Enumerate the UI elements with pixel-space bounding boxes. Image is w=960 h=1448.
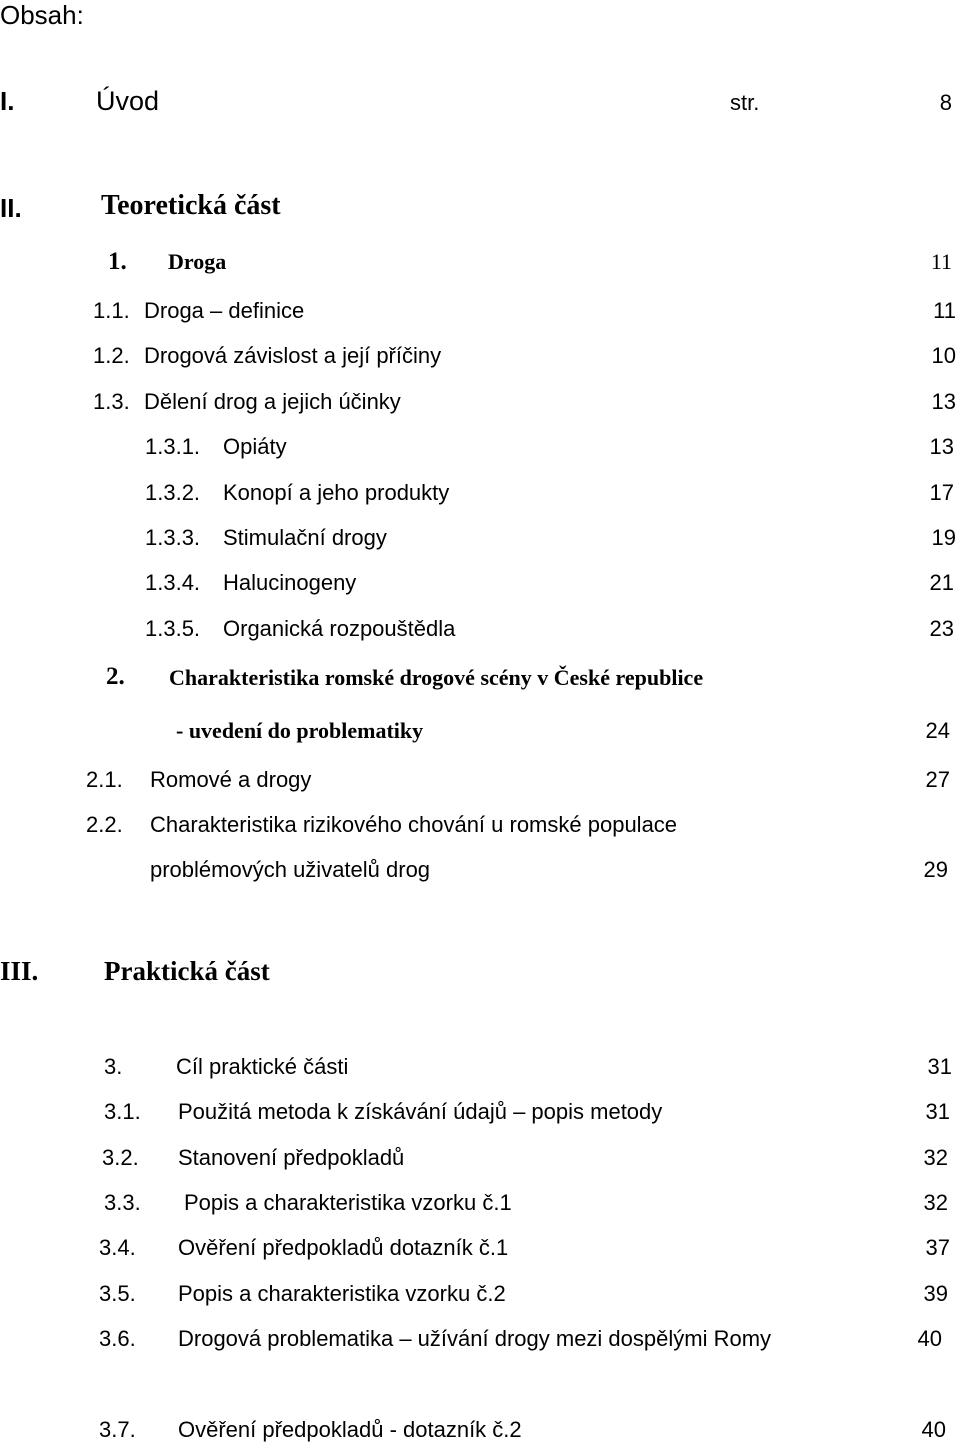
toc-entry-page: 37	[925, 1235, 950, 1260]
toc-entry-title: Opiáty	[223, 434, 287, 459]
toc-entry-number: 3.3.	[104, 1190, 141, 1215]
toc-entry-number: 1.1.	[93, 298, 130, 323]
toc-entry-title: Charakteristika rizikového chování u romské populace	[150, 812, 678, 837]
toc-entry-title: Dělení drog a jejich účinky	[144, 389, 401, 414]
toc-entry-page: 39	[923, 1281, 948, 1306]
toc-entry-title: Použitá metoda k získávání údajů – popis metody	[178, 1099, 663, 1124]
toc-entry-number: 3.	[104, 1054, 123, 1079]
toc-entry-title: Drogová závislost a její příčiny	[144, 343, 442, 368]
toc-entry-title: Cíl praktické části	[176, 1054, 349, 1079]
toc-entry-title: Konopí a jeho produkty	[223, 480, 450, 505]
toc-entry-title: Popis a charakteristika vzorku č.2	[178, 1281, 506, 1306]
toc-entry-title: Drogová problematika – užívání drogy mezi dospělými Romy	[178, 1326, 772, 1351]
toc-entry-title: Romové a drogy	[150, 767, 312, 792]
toc-heading: Obsah:	[0, 0, 84, 30]
toc-entry-page: 13	[931, 389, 956, 414]
toc-entry-number: 1.2.	[93, 343, 130, 368]
toc-entry-number: 3.5.	[99, 1281, 136, 1306]
toc-entry-number: 3.2.	[102, 1145, 139, 1170]
toc-entry-number: 2.	[106, 663, 125, 690]
toc-entry-number: 1.3.5.	[145, 616, 201, 641]
toc-entry-title: Droga	[168, 249, 227, 274]
toc-entry-title: Ověření předpokladů dotazník č.1	[178, 1235, 509, 1260]
toc-entry-number: 3.4.	[99, 1235, 136, 1260]
toc-entry-page: 32	[923, 1190, 948, 1215]
toc-entry-title: Stimulační drogy	[223, 525, 387, 550]
toc-entry-title-continuation: - uvedení do problematiky	[176, 718, 424, 743]
toc-entry-number: 3.1.	[104, 1099, 141, 1124]
toc-entry-page: 19	[931, 525, 956, 550]
toc-entry-number: 1.	[108, 248, 127, 275]
toc-entry-page: 23	[929, 616, 954, 641]
toc-entry-page: 29	[923, 857, 948, 882]
toc-entry-page: 40	[917, 1326, 942, 1351]
toc-entry-page: 17	[929, 480, 954, 505]
toc-entry-page: 10	[931, 343, 956, 368]
toc-entry-number: 1.3.1.	[145, 434, 201, 459]
toc-entry-number: 2.2.	[86, 812, 123, 837]
toc-entry-title: Droga – definice	[144, 298, 305, 323]
toc-entry-title: Charakteristika romské drogové scény v České republice	[169, 665, 704, 690]
toc-entry-title: Popis a charakteristika vzorku č.1	[184, 1190, 512, 1215]
section-1-title: Úvod	[96, 86, 160, 116]
toc-entry-page: 32	[923, 1145, 948, 1170]
section-1-number: I.	[0, 86, 15, 116]
toc-entry-title: Organická rozpouštědla	[223, 616, 456, 641]
section-1-page: 8	[939, 90, 952, 115]
toc-entry-page: 11	[930, 249, 952, 274]
section-2-title: Teoretická část	[101, 190, 281, 221]
toc-entry-number: 1.3.	[93, 389, 130, 414]
toc-entry-page: 27	[925, 767, 950, 792]
toc-entry-page: 21	[929, 570, 954, 595]
toc-entry-number: 2.1.	[86, 767, 123, 792]
str-label: str.	[730, 90, 760, 115]
toc-entry-number: 1.3.3.	[145, 525, 201, 550]
toc-entry-title: Halucinogeny	[223, 570, 357, 595]
toc-entry-page: 31	[925, 1099, 950, 1124]
toc-entry-number: 1.3.2.	[145, 480, 201, 505]
section-3-title: Praktická část	[104, 956, 270, 986]
toc-entry-title-continuation: problémových uživatelů drog	[150, 857, 431, 882]
toc-entry-page: 11	[933, 298, 956, 323]
toc-entry-page: 13	[929, 434, 954, 459]
toc-entry-page: 31	[927, 1054, 952, 1079]
toc-entry-title: Stanovení předpokladů	[178, 1145, 405, 1170]
toc-entry-title: Ověření předpokladů - dotazník č.2	[178, 1417, 522, 1442]
toc-entry-number: 3.7.	[99, 1417, 136, 1442]
toc-entry-number: 3.6.	[99, 1326, 136, 1351]
toc-entry-number: 1.3.4.	[145, 570, 201, 595]
section-3-number: III.	[0, 956, 39, 986]
toc-entry-page: 40	[921, 1417, 946, 1442]
section-2-number: II.	[0, 193, 22, 223]
toc-entry-page: 24	[925, 718, 950, 743]
